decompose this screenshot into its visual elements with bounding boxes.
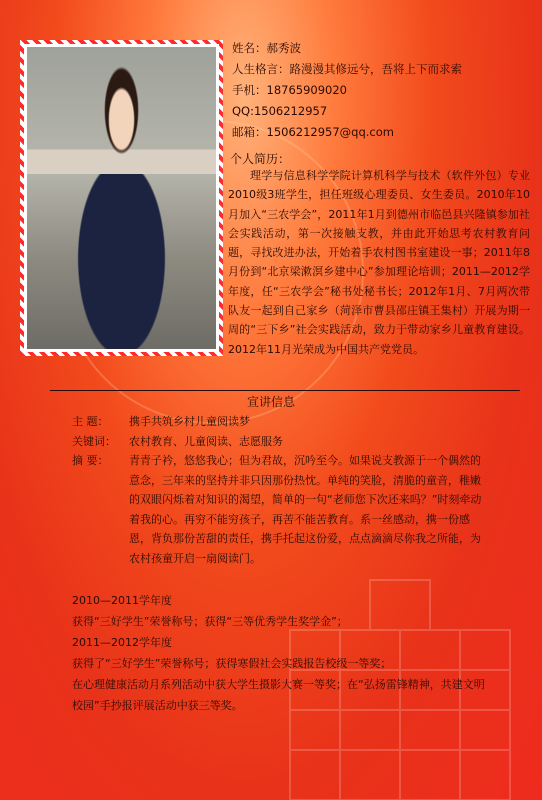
awards-item: 在心理健康活动月系列活动中获大学生摄影大赛一等奖；在“弘扬雷锋精神，共建文明校园”手抄报评展活动中获三等奖。 [72, 678, 485, 712]
bio-title: 个人简历： [230, 152, 291, 166]
keywords-row [72, 432, 482, 452]
theme-value: 携手共筑乡村儿童阅读梦 [129, 415, 250, 428]
awards-item: 2010—2011学年度 [72, 594, 172, 607]
abstract-value: 青青子衿，悠悠我心；但为君故，沉吟至今。如果说支教源于一个偶然的意念，三年来的坚持并非只因那份热忱。单纯的笑脸，清脆的童音，稚嫩的双眼闪烁着对知识的渴望，简单的一句“老师您下次还来吗？”时刻牵动着我的心。再穷不能穷孩子，再苦不能苦教育。系一丝感动，携一份感恩，背负那份苦甜的责任，携手托起这份爱，点点滴滴尽你我之所能，为农村孩童开启一扇阅读门。 [129, 454, 482, 565]
profile-info [232, 38, 532, 143]
abstract-row [72, 451, 482, 568]
theme-row [72, 412, 482, 432]
abstract-label: 摘 要： [72, 454, 109, 467]
talk-section-title: 宣讲信息 [246, 395, 295, 409]
email-field: 邮箱：1506212957@qq.com [232, 125, 394, 139]
bio-text: 理学与信息科学学院计算机科学与技术（软件外包）专业2010级3班学生，担任班级心理委员、女生委员。2010年10月加入“三农学会”，2011年1月到德州市临邑县兴隆镇参加社会实践活动，第一次接触支教，并由此开始思考农村教育问题，寻找改进办法，开始着手农村图书室建设一事；2011年8月份到“北京梁漱溟乡建中心”参加理论培训；2011—2012学年度，任“三农学会”秘书处秘书长；2012年1月、7月两次带队友一起到自己家乡（菏泽市曹县邵庄镇王集村）开展为期一周的“三下乡”社会实践活动，致力于带动家乡儿童教育建设。2012年11月光荣成为中国共产党党员。 [228, 169, 530, 356]
profile-photo [27, 47, 216, 349]
qq-field: QQ:1506212957 [232, 104, 328, 118]
awards-item: 2011—2012学年度 [72, 636, 172, 649]
awards-item: 获得了“三好学生”荣誉称号；获得寒假社会实践报告校级一等奖； [72, 657, 392, 670]
talk-info [72, 412, 482, 568]
name-field: 姓名：郝秀波 [232, 41, 301, 55]
awards-item: 获得“三好学生”荣誉称号；获得“三等优秀学生奖学金”； [72, 615, 348, 628]
awards-list [72, 590, 492, 716]
section-divider [50, 390, 520, 391]
phone-field: 手机：18765909020 [232, 83, 347, 97]
profile-photo-frame [20, 40, 223, 356]
keywords-label: 关键词： [72, 434, 116, 448]
motto-field: 人生格言：路漫漫其修远兮，吾将上下而求索 [232, 62, 462, 76]
keywords-value: 农村教育、儿童阅读、志愿服务 [129, 434, 283, 448]
theme-label: 主 题： [72, 415, 109, 428]
